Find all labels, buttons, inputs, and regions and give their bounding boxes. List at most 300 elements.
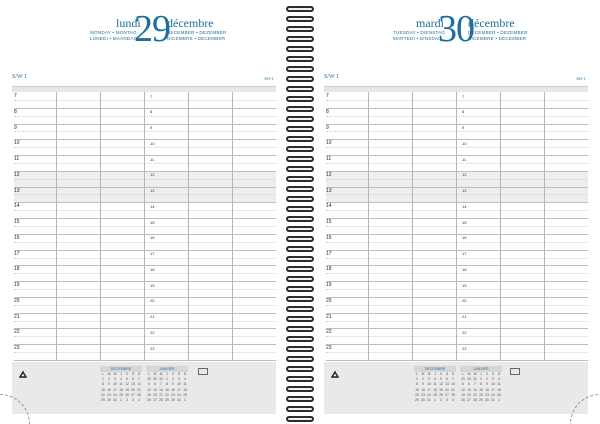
hour-label: 14: [14, 203, 20, 210]
mini-calendar-day: 22: [101, 392, 105, 397]
mini-calendar-day: 21: [473, 392, 477, 397]
hour-label: 23: [326, 345, 332, 352]
mini-calendar-day: 2: [108, 377, 110, 382]
spiral-ring: [286, 96, 314, 102]
half-hour-line: [326, 226, 588, 227]
mini-calendar-day: 1: [498, 397, 500, 402]
weekday-label: S: [131, 372, 135, 376]
mini-calendar-week: [414, 398, 456, 403]
mini-calendar-day: 16: [485, 387, 489, 392]
hour-line: [326, 360, 588, 361]
hour-label: 8: [14, 108, 17, 115]
day-number: 30: [438, 8, 474, 50]
mail-icon: [198, 368, 208, 375]
mini-calendar-day: 20: [467, 392, 471, 397]
hour-line: [14, 218, 276, 219]
mini-calendar-day: 23: [171, 392, 175, 397]
time-grid[interactable]: [14, 92, 276, 360]
mini-calendar-day: 7: [452, 377, 454, 382]
date-header: [318, 8, 594, 48]
spiral-ring: [286, 416, 314, 422]
hour-label-secondary: 7: [462, 93, 465, 99]
spiral-ring: [286, 266, 314, 272]
spiral-ring: [286, 246, 314, 252]
mini-calendar-day: 28: [159, 397, 163, 402]
weekday-label: L: [462, 372, 464, 376]
hour-label: 18: [326, 266, 332, 273]
mini-calendar-day: 23: [107, 392, 111, 397]
spiral-ring: [286, 396, 314, 402]
mini-calendar-day: 29: [479, 397, 483, 402]
hour-label: 19: [14, 282, 20, 289]
mini-calendar-day: 14: [451, 382, 455, 387]
half-hour-line: [14, 305, 276, 306]
spiral-ring: [286, 76, 314, 82]
mini-calendar-january: [460, 366, 502, 403]
half-hour-line: [326, 321, 588, 322]
day-of-year-label: 363-2: [264, 76, 274, 81]
hour-label: 20: [14, 297, 20, 304]
half-hour-line: [14, 273, 276, 274]
hour-line: [14, 313, 276, 314]
mini-calendar-day: 3: [428, 377, 430, 382]
mini-calendar-day: 29: [101, 397, 105, 402]
half-hour-line: [14, 258, 276, 259]
mini-calendar-day: 29: [415, 397, 419, 402]
mini-calendar-day: 11: [497, 382, 501, 387]
hour-label: 10: [14, 140, 20, 147]
mini-calendar-day: 15: [479, 387, 483, 392]
mini-calendar-day: 21: [451, 387, 455, 392]
hour-line: [326, 313, 588, 314]
hour-label-secondary: 15: [462, 219, 467, 225]
hour-label-secondary: 16: [150, 235, 155, 241]
weekday-label: M: [159, 372, 163, 376]
half-hour-line: [14, 147, 276, 148]
hour-label: 19: [326, 282, 332, 289]
mail-icon: [510, 368, 520, 375]
mini-calendar-day: 19: [147, 392, 151, 397]
hour-label-secondary: 19: [462, 282, 467, 288]
hour-label-secondary: 22: [462, 329, 467, 335]
weekday-label: D: [451, 372, 455, 376]
half-hour-line: [326, 336, 588, 337]
mini-calendar-day: 20: [153, 392, 157, 397]
hour-label-secondary: 12: [150, 172, 155, 178]
spiral-ring: [286, 6, 314, 12]
hour-label-secondary: 9: [150, 125, 153, 131]
spiral-ring: [286, 286, 314, 292]
half-hour-line: [326, 116, 588, 117]
mini-calendar-day: 14: [159, 387, 163, 392]
mini-calendar-day: 28: [473, 397, 477, 402]
spiral-ring: [286, 106, 314, 112]
half-hour-line: [326, 100, 588, 101]
mini-calendar-day: 29: [165, 397, 169, 402]
hour-label-secondary: 8: [150, 109, 153, 115]
spiral-ring: [286, 356, 314, 362]
hour-line: [326, 124, 588, 125]
mini-calendar-day: 4: [498, 377, 500, 382]
mini-calendar-day: 20: [445, 387, 449, 392]
hour-label: 23: [14, 345, 20, 352]
mini-calendar-day: 4: [120, 377, 122, 382]
hour-line: [14, 360, 276, 361]
mini-calendar-day: 26: [439, 392, 443, 397]
hour-label-secondary: 16: [462, 235, 467, 241]
day-translation-2: MARTEDI • DINSDAG: [393, 36, 443, 41]
mini-calendar-day: 3: [114, 377, 116, 382]
half-hour-line: [326, 289, 588, 290]
hour-label-secondary: 11: [462, 156, 467, 162]
mini-calendar-day: 30: [421, 397, 425, 402]
mini-calendar-december: [414, 366, 456, 403]
mini-calendar-day: 18: [119, 387, 123, 392]
mini-calendar-day: 9: [172, 382, 174, 387]
mini-calendar-day: 24: [177, 392, 181, 397]
spiral-ring: [286, 326, 314, 332]
mini-calendar-day: 2: [422, 377, 424, 382]
mini-calendar-day: 13: [153, 387, 157, 392]
spiral-ring: [286, 386, 314, 392]
spiral-ring: [286, 46, 314, 52]
hour-label-secondary: 12: [462, 172, 467, 178]
mini-calendar-day: 24: [491, 392, 495, 397]
spiral-ring: [286, 26, 314, 32]
column-divider: [188, 92, 189, 360]
spiral-ring: [286, 216, 314, 222]
month-name: décembre: [167, 16, 214, 30]
weekday-label: L: [148, 372, 150, 376]
hour-line: [14, 139, 276, 140]
hour-label: 7: [326, 93, 329, 99]
spiral-ring: [286, 346, 314, 352]
mini-calendar-day: 2: [172, 377, 174, 382]
hour-label-secondary: 17: [150, 251, 155, 257]
half-hour-line: [326, 258, 588, 259]
hour-line: [326, 234, 588, 235]
hour-label: 8: [326, 108, 329, 115]
mini-calendar-day: 10: [491, 382, 495, 387]
mini-calendar-day: 31: [159, 377, 163, 382]
mini-calendar-day: 2: [440, 397, 442, 402]
hour-label: 15: [326, 219, 332, 226]
mini-calendar-day: 16: [171, 387, 175, 392]
hour-line: [14, 171, 276, 172]
column-divider: [368, 92, 369, 360]
weekday-label: S: [177, 372, 181, 376]
mini-calendar-day: 25: [497, 392, 501, 397]
weekday-label: D: [497, 372, 501, 376]
hour-line: [326, 344, 588, 345]
mini-calendar-day: 6: [154, 382, 156, 387]
mini-calendar-day: 1: [416, 377, 418, 382]
column-divider: [56, 92, 57, 360]
column-divider: [100, 92, 101, 360]
mini-calendar-day: 9: [108, 382, 110, 387]
mini-calendar-day: 4: [452, 397, 454, 402]
mini-calendar-day: 31: [473, 377, 477, 382]
hour-label-secondary: 21: [462, 314, 467, 320]
half-hour-line: [326, 131, 588, 132]
hour-label: 9: [326, 124, 329, 131]
mini-calendar-day: 13: [467, 387, 471, 392]
mini-calendar-title: DÉCEMBRE: [414, 366, 456, 372]
weekday-label: J: [166, 372, 168, 376]
hour-line: [14, 124, 276, 125]
half-hour-line: [326, 305, 588, 306]
hour-line: [14, 187, 276, 188]
hour-label-secondary: 13: [150, 188, 155, 194]
mini-calendar-day: 4: [184, 377, 186, 382]
mini-calendar-day: 11: [119, 382, 123, 387]
hour-label-secondary: 14: [150, 203, 155, 209]
hour-line: [326, 155, 588, 156]
column-divider: [412, 92, 413, 360]
mini-calendar-day: 14: [137, 382, 141, 387]
spiral-ring: [286, 376, 314, 382]
month-translation-2: DICEMBRE • DECEMBER: [167, 36, 226, 41]
mini-calendar-day: 7: [138, 377, 140, 382]
mini-calendar-day: 13: [131, 382, 135, 387]
weekday-label: S: [491, 372, 495, 376]
week-label: S/W 1: [324, 74, 340, 80]
mini-calendar-day: 8: [416, 382, 418, 387]
mini-calendar-day: 8: [166, 382, 168, 387]
half-hour-line: [14, 321, 276, 322]
weekday-label: M: [421, 372, 425, 376]
mini-calendar-day: 24: [113, 392, 117, 397]
mini-calendar-day: 3: [492, 377, 494, 382]
mini-calendar-day: 30: [485, 397, 489, 402]
spiral-ring: [286, 296, 314, 302]
hour-label: 21: [14, 313, 20, 320]
mini-calendar-day: 6: [468, 382, 470, 387]
mini-calendar-day: 1: [184, 397, 186, 402]
mini-calendar-january: [146, 366, 188, 403]
spiral-ring: [286, 366, 314, 372]
mini-calendar-day: 15: [165, 387, 169, 392]
page-footer: [324, 362, 588, 414]
planner-page-right: [318, 0, 594, 424]
hour-line: [14, 281, 276, 282]
recycle-icon: [330, 370, 340, 380]
half-hour-line: [14, 242, 276, 243]
weekday-label: D: [137, 372, 141, 376]
mini-calendar-day: 26: [125, 392, 129, 397]
hour-label: 17: [14, 250, 20, 257]
mini-calendar-title: DÉCEMBRE: [100, 366, 142, 372]
mini-calendar-day: 6: [446, 377, 448, 382]
hour-label: 15: [14, 219, 20, 226]
spiral-ring: [286, 176, 314, 182]
spiral-ring: [286, 306, 314, 312]
mini-calendar-day: 30: [153, 377, 157, 382]
hour-label-secondary: 23: [150, 345, 155, 351]
spiral-ring: [286, 136, 314, 142]
spiral-ring: [286, 126, 314, 132]
mini-calendar-day: 27: [131, 392, 135, 397]
weekday-label: J: [120, 372, 122, 376]
weekday-label: L: [416, 372, 418, 376]
hour-line: [326, 265, 588, 266]
mini-calendar-day: 26: [147, 397, 151, 402]
mini-calendar-day: 19: [125, 387, 129, 392]
weekday-label: D: [183, 372, 187, 376]
spiral-ring: [286, 16, 314, 22]
half-hour-line: [14, 179, 276, 180]
mini-calendar-title: JANVIER: [460, 366, 502, 372]
weekday-label: L: [102, 372, 104, 376]
day-translation-2: LUNEDI • MAANDAG: [90, 36, 138, 41]
mini-calendar-day: 6: [132, 377, 134, 382]
mini-calendar-day: 3: [132, 397, 134, 402]
weekday-label: M: [427, 372, 431, 376]
hour-line: [326, 108, 588, 109]
column-divider: [544, 92, 545, 360]
mini-calendar-day: 1: [434, 397, 436, 402]
planner-page-left: [6, 0, 282, 424]
hour-line: [14, 108, 276, 109]
hour-label: 9: [14, 124, 17, 131]
spiral-ring: [286, 316, 314, 322]
hour-line: [326, 281, 588, 282]
hour-label: 13: [326, 187, 332, 194]
mini-calendar-december: [100, 366, 142, 403]
mini-calendar-day: 15: [101, 387, 105, 392]
mini-calendar-day: 12: [125, 382, 129, 387]
half-hour-line: [14, 163, 276, 164]
mini-calendar-day: 21: [159, 392, 163, 397]
mini-calendar-day: 2: [486, 377, 488, 382]
mini-calendar-day: 16: [421, 387, 425, 392]
spiral-ring: [286, 86, 314, 92]
mini-calendar-day: 12: [439, 382, 443, 387]
half-hour-line: [326, 194, 588, 195]
mini-calendar-day: 25: [119, 392, 123, 397]
time-grid[interactable]: [326, 92, 588, 360]
page-footer: [12, 362, 276, 414]
mini-calendar-day: 12: [147, 387, 151, 392]
hour-label-secondary: 8: [462, 109, 465, 115]
mini-calendar-title: JANVIER: [146, 366, 188, 372]
hour-line: [14, 265, 276, 266]
mini-calendar-day: 26: [461, 397, 465, 402]
hour-line: [14, 155, 276, 156]
spiral-ring: [286, 146, 314, 152]
mini-calendar-day: 23: [421, 392, 425, 397]
mini-calendar-day: 18: [497, 387, 501, 392]
mini-calendar-day: 21: [137, 387, 141, 392]
spiral-ring: [286, 276, 314, 282]
mini-calendar-day: 25: [183, 392, 187, 397]
spiral-ring: [286, 186, 314, 192]
mini-calendar-day: 29: [147, 377, 151, 382]
mini-calendar-day: 1: [480, 377, 482, 382]
mini-calendar-day: 8: [480, 382, 482, 387]
mini-calendar-day: 9: [486, 382, 488, 387]
mini-calendar-day: 17: [177, 387, 181, 392]
hour-label: 13: [14, 187, 20, 194]
half-hour-line: [14, 289, 276, 290]
mini-calendar-day: 11: [183, 382, 187, 387]
mini-calendar-day: 10: [177, 382, 181, 387]
mini-calendar-day: 5: [126, 377, 128, 382]
hour-label-secondary: 22: [150, 329, 155, 335]
hour-line: [326, 187, 588, 188]
mini-calendar-day: 23: [485, 392, 489, 397]
mini-calendar-day: 29: [461, 377, 465, 382]
hour-line: [326, 297, 588, 298]
mini-calendar-day: 27: [153, 397, 157, 402]
hour-label-secondary: 11: [150, 156, 155, 162]
mini-calendar-day: 2: [126, 397, 128, 402]
hour-label-secondary: 18: [462, 266, 467, 272]
day-name: lundi: [116, 16, 141, 30]
mini-calendar-day: 22: [165, 392, 169, 397]
weekday-label: V: [125, 372, 129, 376]
hour-label: 18: [14, 266, 20, 273]
mini-calendar-day: 17: [113, 387, 117, 392]
spiral-ring: [286, 56, 314, 62]
hour-label-secondary: 20: [150, 298, 155, 304]
spiral-ring: [286, 206, 314, 212]
month-translation-1: DECEMBER • DEZEMBER: [468, 30, 528, 35]
column-divider: [144, 92, 145, 360]
day-number: 29: [134, 8, 170, 50]
hour-line: [326, 139, 588, 140]
hour-label-secondary: 21: [150, 314, 155, 320]
spiral-ring: [286, 256, 314, 262]
weekday-label: M: [107, 372, 111, 376]
day-translation-1: TUESDAY • DIENSTAG: [393, 30, 446, 35]
hour-label: 10: [326, 140, 332, 147]
mini-calendar-day: 1: [120, 397, 122, 402]
mini-calendar-day: 30: [107, 397, 111, 402]
hour-label: 16: [14, 234, 20, 241]
mini-calendar-week: [146, 398, 188, 403]
mini-calendar-day: 31: [427, 397, 431, 402]
half-hour-line: [14, 210, 276, 211]
spiral-ring: [286, 116, 314, 122]
day-of-year-label: 364-1: [576, 76, 586, 81]
hour-label-secondary: 19: [150, 282, 155, 288]
mini-calendar-day: 13: [445, 382, 449, 387]
hour-label-secondary: 9: [462, 125, 465, 131]
hour-label-secondary: 10: [462, 140, 467, 146]
hour-line: [14, 297, 276, 298]
half-hour-line: [326, 273, 588, 274]
half-hour-line: [326, 210, 588, 211]
mini-calendar-day: 1: [102, 377, 104, 382]
hour-label: 21: [326, 313, 332, 320]
mini-calendar-day: 4: [138, 397, 140, 402]
hour-line: [14, 250, 276, 251]
mini-calendar-day: 10: [113, 382, 117, 387]
month-name: décembre: [468, 16, 515, 30]
hour-label-secondary: 17: [462, 251, 467, 257]
mini-calendar-day: 22: [479, 392, 483, 397]
mini-calendar-day: 3: [178, 377, 180, 382]
mini-calendar-week: [100, 398, 142, 403]
half-hour-line: [326, 352, 588, 353]
mini-calendar-day: 3: [446, 397, 448, 402]
mini-calendar-day: 15: [415, 387, 419, 392]
spiral-ring: [286, 66, 314, 72]
hour-label-secondary: 23: [462, 345, 467, 351]
mini-calendar-day: 18: [183, 387, 187, 392]
mini-calendar-week: [460, 398, 502, 403]
